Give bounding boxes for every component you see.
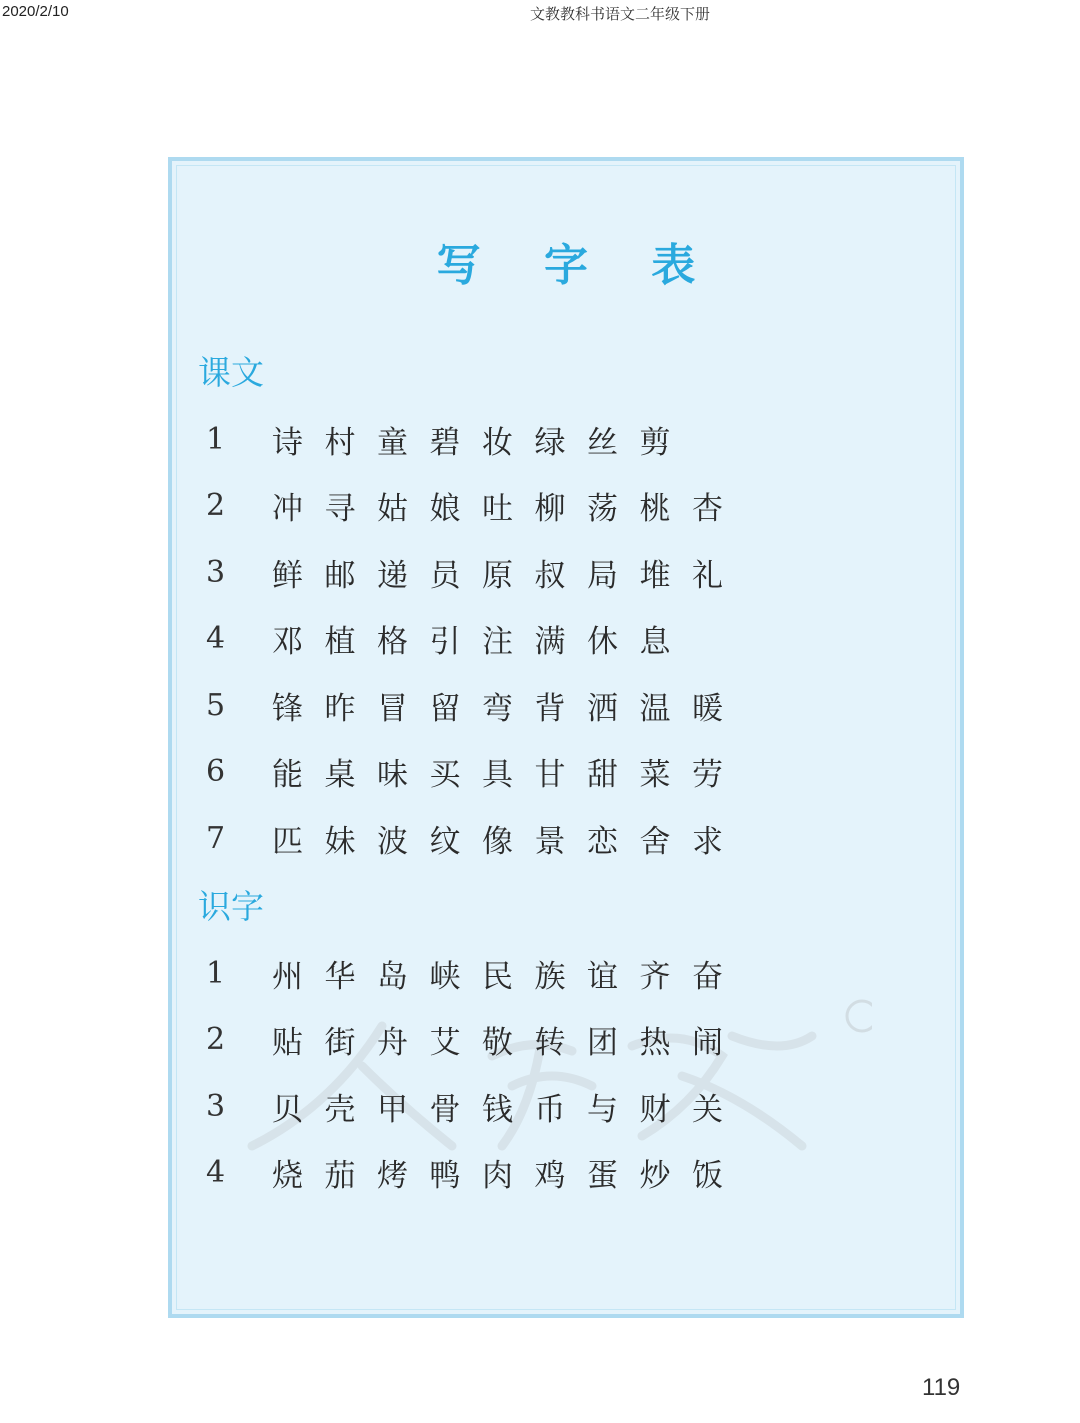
character: 鸡 <box>534 1158 566 1194</box>
character: 桃 <box>639 491 671 527</box>
character: 骨 <box>429 1091 461 1128</box>
character-row <box>206 484 745 528</box>
character: 原 <box>482 557 513 594</box>
character: 币 <box>534 1091 566 1128</box>
character: 娘 <box>429 491 461 527</box>
character: 敬 <box>482 1025 513 1061</box>
character: 桌 <box>324 757 356 793</box>
character: 肉 <box>482 1158 513 1194</box>
character-list <box>272 1017 745 1062</box>
character: 妆 <box>482 424 513 461</box>
character: 烤 <box>377 1158 408 1194</box>
character: 民 <box>482 958 513 995</box>
character: 丝 <box>587 424 618 461</box>
character: 留 <box>429 690 461 727</box>
character: 街 <box>324 1025 356 1061</box>
character: 背 <box>534 690 566 727</box>
character: 匹 <box>272 823 303 860</box>
character: 团 <box>587 1025 618 1061</box>
character: 昨 <box>324 690 356 727</box>
page-number: 119 <box>922 1374 961 1401</box>
character: 热 <box>639 1025 671 1061</box>
character: 蛋 <box>587 1158 618 1194</box>
character-row <box>206 816 745 860</box>
character: 冲 <box>272 491 303 527</box>
character: 茄 <box>324 1158 356 1194</box>
character: 局 <box>587 557 618 594</box>
character-row <box>206 417 692 461</box>
character: 贴 <box>272 1025 303 1061</box>
character-row <box>206 683 745 727</box>
character: 关 <box>692 1091 723 1128</box>
character-row <box>206 617 692 661</box>
character: 炒 <box>639 1158 671 1194</box>
character: 柳 <box>534 491 566 527</box>
character: 甲 <box>377 1091 408 1128</box>
character: 注 <box>482 624 513 660</box>
row-number: 2 <box>206 488 226 523</box>
character: 引 <box>429 624 461 660</box>
character: 饭 <box>692 1158 723 1194</box>
character: 鲜 <box>272 557 303 594</box>
character-list <box>272 616 692 661</box>
character-row <box>206 1151 745 1195</box>
character: 奋 <box>692 958 723 995</box>
character-list <box>272 816 745 861</box>
row-number: 6 <box>206 754 226 789</box>
character: 植 <box>324 624 356 660</box>
character: 荡 <box>587 491 618 527</box>
character: 齐 <box>639 958 671 995</box>
row-number: 3 <box>206 554 226 590</box>
character-list <box>272 951 745 996</box>
character: 冒 <box>377 690 408 727</box>
character: 华 <box>324 958 356 995</box>
character: 碧 <box>429 424 461 461</box>
section-title: 课文 <box>198 353 264 392</box>
character: 艾 <box>429 1025 461 1061</box>
character: 波 <box>377 823 408 860</box>
character-row <box>206 1018 745 1062</box>
character: 妹 <box>324 823 356 860</box>
character: 邮 <box>324 557 356 594</box>
character-list <box>272 550 745 595</box>
row-number: 1 <box>206 421 226 457</box>
character: 邓 <box>272 624 303 660</box>
character-list <box>272 483 745 528</box>
character-row <box>206 750 745 794</box>
character: 剪 <box>639 424 671 461</box>
header-title: 文教教科书语文二年级下册 <box>529 5 710 23</box>
character: 像 <box>482 823 513 860</box>
character: 员 <box>429 557 461 594</box>
character: 具 <box>482 757 513 793</box>
character-row <box>206 550 745 594</box>
character-row <box>206 951 745 995</box>
character: 舍 <box>639 823 671 860</box>
character: 州 <box>272 958 303 995</box>
character: 谊 <box>587 958 618 995</box>
character: 叔 <box>534 557 566 594</box>
row-number: 4 <box>206 621 226 656</box>
row-number: 4 <box>206 1155 226 1190</box>
character: 诗 <box>272 424 303 461</box>
character: 菜 <box>639 757 671 793</box>
character: 壳 <box>324 1091 356 1128</box>
character: 村 <box>324 424 356 461</box>
character: 寻 <box>324 491 356 527</box>
character: 格 <box>377 624 408 660</box>
character-table-panel <box>168 157 964 1318</box>
character: 温 <box>639 690 671 727</box>
character: 童 <box>377 424 408 461</box>
character: 族 <box>534 958 566 995</box>
character-list <box>272 1150 745 1195</box>
row-number: 2 <box>206 1022 226 1057</box>
character: 景 <box>534 823 566 860</box>
character: 绿 <box>534 424 566 461</box>
character: 烧 <box>272 1158 303 1194</box>
character: 纹 <box>429 823 461 860</box>
section-title: 识字 <box>198 887 264 926</box>
character: 洒 <box>587 690 618 727</box>
character: 贝 <box>272 1091 303 1128</box>
character: 闹 <box>692 1025 723 1061</box>
character: 买 <box>429 757 461 793</box>
character: 鸭 <box>429 1158 461 1194</box>
character: 休 <box>587 624 618 660</box>
character: 甘 <box>534 757 566 793</box>
character-list <box>272 749 745 794</box>
character-list <box>272 1084 745 1129</box>
row-number: 3 <box>206 1088 226 1124</box>
panel-inner-border <box>176 165 956 1310</box>
character: 恋 <box>587 823 618 860</box>
character: 甜 <box>587 757 618 793</box>
character: 息 <box>639 624 671 660</box>
character: 锋 <box>272 690 303 727</box>
page-title: 写 字 表 <box>436 240 720 291</box>
row-number: 1 <box>206 955 226 991</box>
character: 劳 <box>692 757 723 793</box>
character: 杏 <box>692 491 723 527</box>
character: 堆 <box>639 557 671 594</box>
character: 钱 <box>482 1091 513 1128</box>
header-date: 2020/2/10 <box>2 3 69 20</box>
character: 峡 <box>429 958 461 995</box>
character-list <box>272 417 692 462</box>
character: 姑 <box>377 491 408 527</box>
character: 暖 <box>692 690 723 727</box>
character: 弯 <box>482 690 513 727</box>
character: 与 <box>587 1091 618 1128</box>
character: 味 <box>377 757 408 793</box>
character: 转 <box>534 1025 566 1061</box>
character: 求 <box>692 823 723 860</box>
character: 吐 <box>482 491 513 527</box>
character: 满 <box>534 624 566 660</box>
character: 能 <box>272 757 303 793</box>
character: 财 <box>639 1091 671 1128</box>
character: 舟 <box>377 1025 408 1061</box>
row-number: 7 <box>206 820 226 856</box>
row-number: 5 <box>206 687 226 723</box>
character: 递 <box>377 557 408 594</box>
character-list <box>272 683 745 728</box>
character: 岛 <box>377 958 408 995</box>
character: 礼 <box>692 557 723 594</box>
character-row <box>206 1084 745 1128</box>
